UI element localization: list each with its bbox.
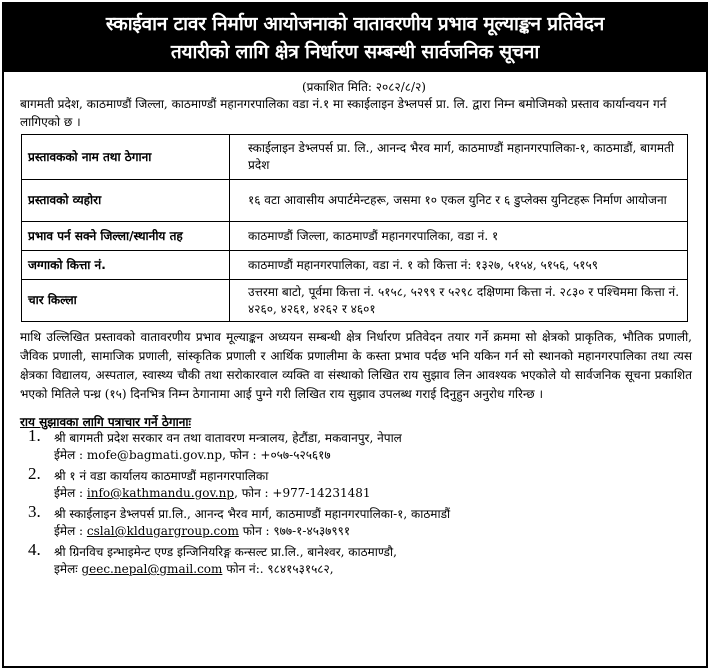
phone-text: , फोन : +०५७-५२५६१७: [222, 448, 331, 462]
row-label: जग्गाको कित्ता नं.: [22, 251, 230, 280]
email-link[interactable]: info@kathmandu.gov.np: [86, 486, 235, 500]
header-title-line-1: स्काईवान टावर निर्माण आयोजनाको वातावरणीय प्रभाव मूल्याङ्कन प्रतिवेदन: [105, 13, 605, 35]
row-label: प्रस्तावकको नाम तथा ठेगाना: [22, 135, 230, 180]
contact-entry: [4, 426, 706, 468]
row-value: उत्तरमा बाटो, पूर्वमा कित्ता नं. ५१५८, ५२९९ र ५२९८ दक्षिणमा कित्ता नं. २८३० र पश्चिममा कित्ता नं. ४२६०, ४२६१, ४२६२ र ४६०१: [230, 280, 688, 322]
table-row: [22, 280, 688, 322]
contact-entry: [4, 502, 706, 544]
body-paragraph: माथि उल्लिखित प्रस्तावको वातावरणीय प्रभाव मूल्याङ्कन अध्ययन सम्बन्धी क्षेत्र निर्धारण प्रतिवेदन तयार गर्ने क्रममा सो क्षेत्रको प्राकृतिक, भौतिक प्रणाली, जैविक प्रणाली, सामाजिक प्रणाली, सांस्कृतिक प्रणाली र आर्थिक प्रणालीमा के कस्ता प्रभाव पर्दछ भनि यकिन गर्न सो स्थानको महानगरपालिका तथा त्यस क्षेत्रका विद्यालय, अस्पताल, स्वास्थ्य चौकी तथा सरोकारवाल व्यक्ति वा संस्थाको लिखित राय सुझाव लिन आवश्यक भएकोले यो सार्वजनिक सूचना प्रकाशित भएको मितिले पन्ध्र (१५) दिनभित्र निम्न ठेगानामा आई पुग्ने गरी लिखित राय सुझाव उपलब्ध गराई दिनुहुन अनुरोध गरिन्छ ।: [20, 330, 692, 401]
phone-text: फोन : ९७७-१-४५३७९९१: [238, 524, 351, 538]
row-label: चार किल्ला: [22, 280, 230, 322]
notice-header: [4, 4, 706, 72]
project-details-table: [21, 134, 688, 322]
public-notice: [2, 2, 708, 668]
header-title-line-2: तयारीको लागि क्षेत्र निर्धारण सम्बन्धी सार्वजनिक सूचना: [170, 41, 540, 63]
intro-paragraph: बागमती प्रदेश, काठमाण्डौं जिल्ला, काठमाण्डौं महानगरपालिका वडा नं.१ मा स्काईलाइन डेभ्लपर्स प्रा. लि. द्वारा निम्न बमोजिमको प्रस्ताव कार्यान्वयन गर्न लागिएको छ ।: [20, 97, 667, 129]
row-label: प्रभाव पर्न सक्ने जिल्ला/स्थानीय तह: [22, 222, 230, 251]
row-label: प्रस्तावको व्यहोरा: [22, 180, 230, 222]
contact-email-line: [54, 523, 706, 540]
published-date: (प्रकाशित मिति: २०८२/८/२): [301, 80, 426, 94]
row-value: काठमाण्डौं महानगरपालिका, वडा नं. १ को कित्ता नं: १३२७, ५१५४, ५१५६, ५१५९: [230, 251, 688, 280]
contact-number: 3.: [28, 502, 41, 521]
contact-email-line: [54, 447, 706, 464]
contact-email-line: [54, 561, 706, 578]
contact-number: 1.: [28, 426, 41, 445]
email-link[interactable]: geec.nepal@gmail.com: [81, 562, 223, 576]
table-row: [22, 180, 688, 222]
email-label: ईमेल :: [54, 524, 87, 538]
contact-name: श्री स्काईलाइन डेभ्लपर्स प्रा.लि., आनन्द भैरव मार्ग, काठमाण्डौं महानगरपालिका-१, काठमाडौं: [54, 507, 451, 521]
phone-text: फोन नं:. ९८४१५३१५८२,: [222, 562, 334, 576]
contact-entry: [4, 540, 706, 582]
contact-name: श्री ग्रिनविच इन्भाइमेन्ट एण्ड इन्जिनियरिङ्ग कन्सल्ट प्रा.लि., बानेश्वर, काठमाण्डौ,: [54, 545, 397, 559]
contact-number: 2.: [28, 464, 41, 483]
contact-email-line: [54, 485, 706, 502]
table-row: [22, 222, 688, 251]
row-value: काठमाण्डौं जिल्ला, काठमाण्डौं महानगरपालिका, वडा नं. १: [230, 222, 688, 251]
table-row: [22, 251, 688, 280]
contact-name: श्री १ नं वडा कार्यालय काठमाण्डौं महानगरपालिका: [54, 469, 269, 483]
row-value: स्काईलाइन डेभ्लपर्स प्रा. लि., आनन्द भैरव मार्ग, काठमाण्डौं महानगरपालिका-१, काठमाडौं, बागमती प्रदेश: [230, 135, 688, 180]
contacts-heading: राय सुझावका लागि पत्राचार गर्ने ठेगानाः: [20, 415, 191, 429]
contact-name: श्री बागमती प्रदेश सरकार वन तथा वातावरण मन्त्रालय, हेटौंडा, मकवानपुर, नेपाल: [54, 431, 402, 445]
row-value: १६ वटा आवासीय अपार्टमेन्टहरू, जसमा १० एकल युनिट र ६ डुप्लेक्स युनिटहरू निर्माण आयोजना: [230, 180, 688, 222]
phone-text: , फोन : +977-14231481: [234, 486, 371, 500]
email-label: ईमेल :: [54, 486, 87, 500]
email-link[interactable]: cslal@kldugargroup.com: [86, 524, 239, 538]
contact-entry: [4, 464, 706, 506]
contact-number: 4.: [28, 540, 41, 559]
email-text: mofe@bagmati.gov.np: [86, 448, 223, 462]
email-label: इमेलः: [54, 562, 82, 576]
table-row: [22, 135, 688, 180]
email-label: ईमेल :: [54, 448, 87, 462]
